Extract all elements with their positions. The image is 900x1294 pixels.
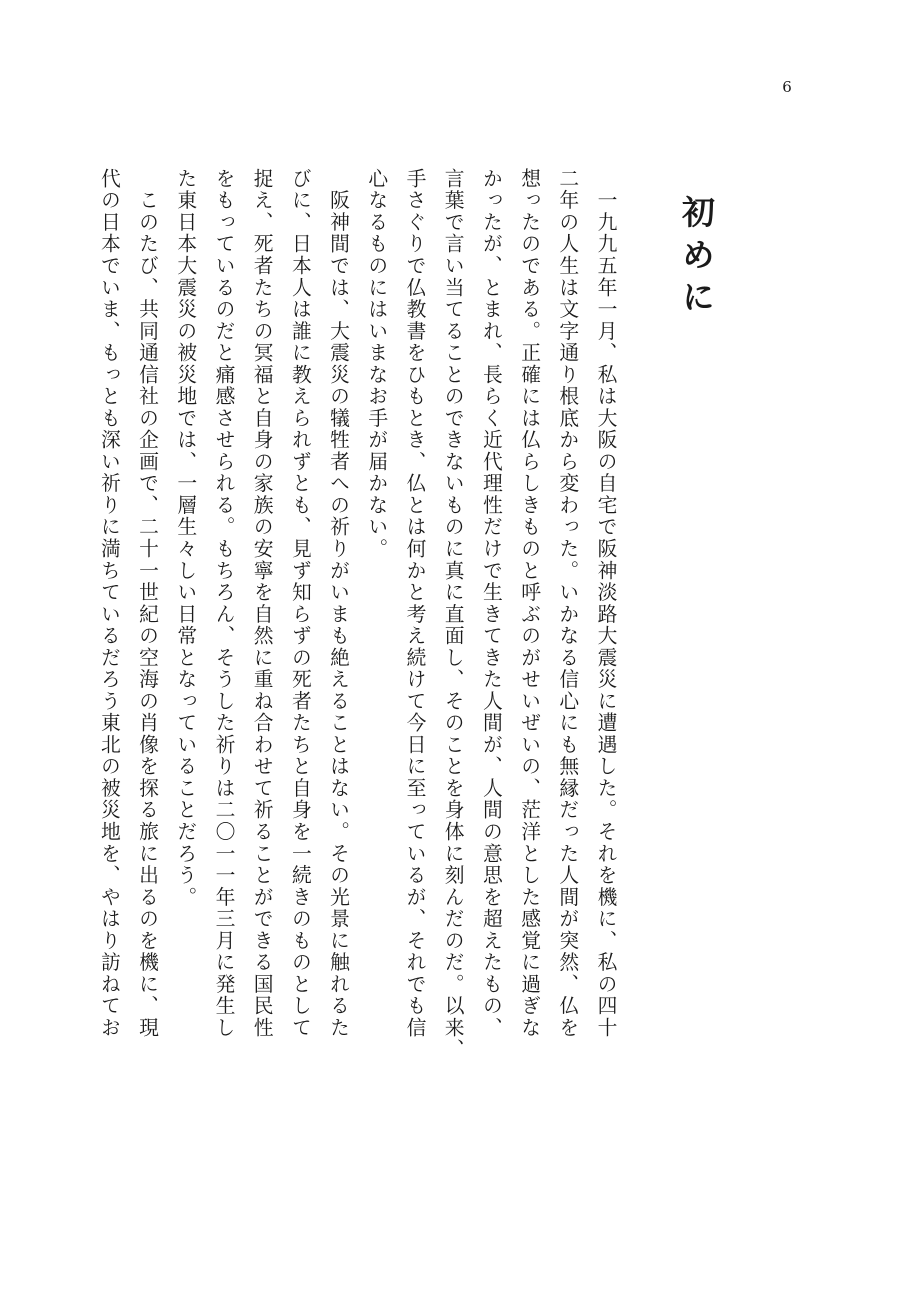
text-line-4: かったが、とまれ、長らく近代理性だけで生きてきた人間が、人間の意思を超えたもの、 [479, 168, 503, 1039]
text-line-10: 捉え、死者たちの冥福と自身の家族の安寧を自然に重ね合わせて祈ることができる国民性 [250, 168, 274, 1039]
text-line-3: 想ったのである。正確には仏らしきものと呼ぶのがせいぜいの、茫洋とした感覚に過ぎな [517, 168, 541, 1039]
text-line-8: 阪神間では、大震災の犠牲者への祈りがいまも絶えることはない。その光景に触れるた [326, 168, 350, 1039]
text-line-1: 一九九五年一月、私は大阪の自宅で阪神淡路大震災に遭遇した。それを機に、私の四十 [594, 168, 617, 1039]
text-line-6: 手さぐりで仏教書をひもとき、仏とは何かと考え続けて今日に至っているが、それでも信 [402, 168, 426, 1039]
text-line-7: 心なるものにはいまなお手が届かない。 [364, 168, 388, 560]
page-title: 初めに [677, 195, 716, 322]
page-number: 6 [782, 78, 792, 96]
text-line-12: た東日本大震災の被災地では、一層生々しい日常となっていることだろう。 [173, 168, 197, 909]
text-line-11: をもっているのだと痛感させられる。もちろん、そうした祈りは二〇一一年三月に発生し [211, 168, 235, 1039]
text-line-2: 二年の人生は文字通り根底から変わった。いかなる信心にも無縁だった人間が突然、仏を [555, 168, 579, 1039]
text-line-14: 代の日本でいま、もっとも深い祈りに満ちているだろう東北の被災地を、やはり訪ねてお [97, 168, 121, 1039]
text-line-13: このたび、共同通信社の企画で、二十一世紀の空海の肖像を探る旅に出るのを機に、現 [135, 168, 159, 1039]
text-line-5: 言葉で言い当てることのできないものに真に直面し、そのことを身体に刻んだのだ。以来、 [441, 168, 465, 1061]
body-text [64, 168, 624, 1061]
text-line-9: びに、日本人は誰に教えられずとも、見ず知らずの死者たちと自身を一続きのものとして [288, 168, 312, 1039]
